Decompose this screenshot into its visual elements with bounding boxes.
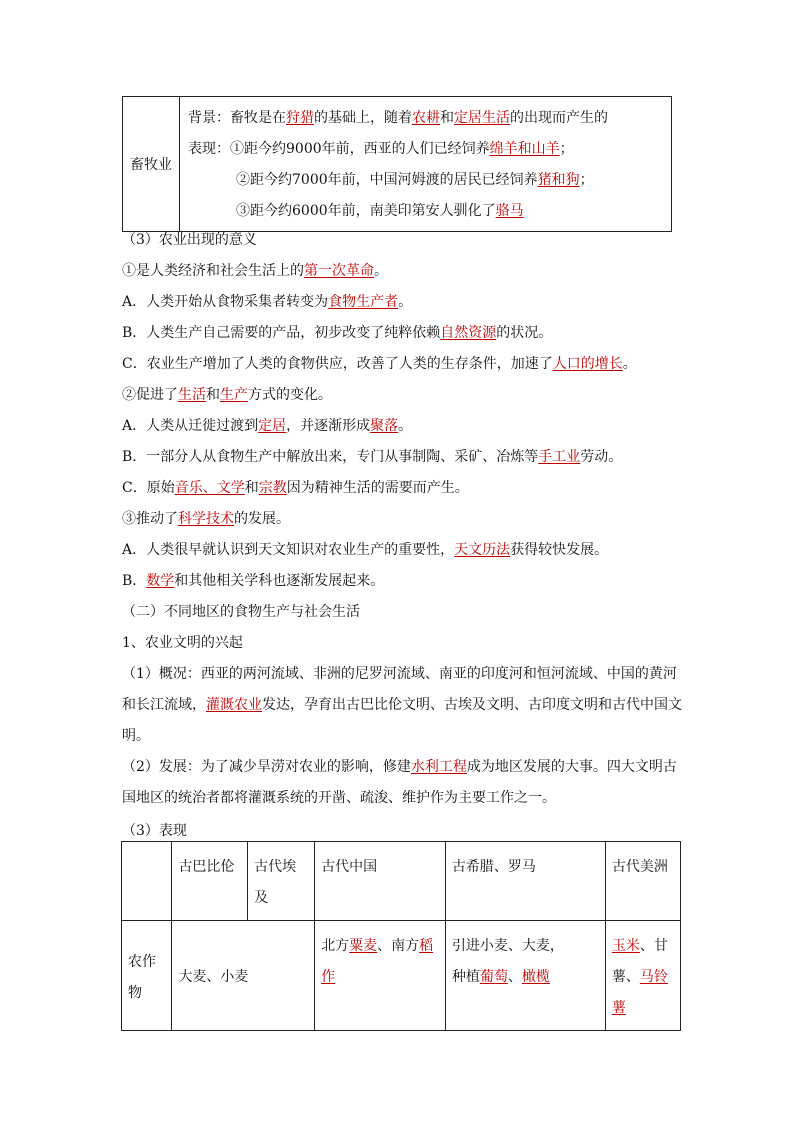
- point-3a: A．人类很早就认识到天文知识对农业生产的重要性，天文历法获得较快发展。: [122, 542, 609, 558]
- cell-babylon-egypt-crops: 大麦、小麦: [172, 921, 315, 1031]
- livestock-background: 背景：畜牧是在狩猎的基础上，随着农耕和定居生活的出现而产生的: [188, 110, 608, 126]
- point-2b: B．一部分人从食物生产中解放出来，专门从事制陶、采矿、冶炼等手工业劳动。: [122, 449, 623, 465]
- livestock-content: [180, 97, 672, 232]
- header-china: 古代中国: [315, 842, 446, 921]
- paragraph-overview: （1）概况：西亚的两河流域、非洲的尼罗河流域、南亚的印度河和恒河流域、中国的黄河和长江流域，灌溉农业发达，孕育出古巴比伦文明、古埃及文明、古印度文明和古代中国文明。: [122, 666, 682, 744]
- paragraph-performance-title: （3）表现: [122, 823, 187, 839]
- header-greece-rome: 古希腊、罗马: [445, 842, 605, 921]
- point-2: ②促进了生活和生产方式的变化。: [122, 387, 332, 403]
- part-2-title: （二）不同地区的食物生产与社会生活: [122, 604, 360, 620]
- table-corner: [122, 842, 172, 921]
- point-1: ①是人类经济和社会生活上的第一次革命。: [122, 263, 388, 279]
- header-egypt: 古代埃及: [248, 842, 315, 921]
- point-1b: B．人类生产自己需要的产品，初步改变了纯粹依赖自然资源的状况。: [122, 325, 553, 341]
- header-babylon: 古巴比伦: [172, 842, 248, 921]
- paragraph-development: （2）发展：为了减少旱涝对农业的影响，修建水利工程成为地区发展的大事。四大文明古国地区的统治者都将灌溉系统的开凿、疏浚、维护作为主要工作之一。: [122, 759, 677, 806]
- row-label-crops: 农作物: [122, 921, 172, 1031]
- livestock-line-3: ③距今约6000年前，南美印第安人驯化了骆马: [236, 203, 524, 219]
- table-header-livestock: 畜牧业: [123, 97, 180, 232]
- point-3: ③推动了科学技术的发展。: [122, 511, 290, 527]
- header-america: 古代美洲: [605, 842, 680, 921]
- crops-table: [121, 841, 681, 1031]
- point-1a: A．人类开始从食物采集者转变为食物生产者。: [122, 294, 413, 310]
- cell-america-crops: 玉米、甘薯、马铃薯: [605, 921, 680, 1031]
- livestock-line-2: ②距今约7000年前，中国河姆渡的居民已经饲养猪和狗；: [236, 172, 594, 188]
- livestock-table: [122, 96, 672, 232]
- point-2a: A．人类从迁徙过渡到定居，并逐渐形成聚落。: [122, 418, 413, 434]
- section-title-significance: （3）农业出现的意义: [122, 232, 257, 248]
- cell-greece-rome-crops: 引进小麦、大麦， 种植葡萄、橄榄: [445, 921, 605, 1031]
- point-2c: C．原始音乐、文学和宗教因为精神生活的需要而产生。: [122, 480, 469, 496]
- point-3b: B．数学和其他相关学科也逐渐发展起来。: [122, 573, 385, 589]
- subsection-1-title: 1、农业文明的兴起: [122, 635, 243, 651]
- livestock-line-1: 表现：①距今约9000年前，西亚的人们已经饲养绵羊和山羊；: [188, 141, 574, 157]
- cell-china-crops: 北方粟麦、南方稻作: [315, 921, 446, 1031]
- point-1c: C．农业生产增加了人类的食物供应，改善了人类的生存条件，加速了人口的增长。: [122, 356, 637, 372]
